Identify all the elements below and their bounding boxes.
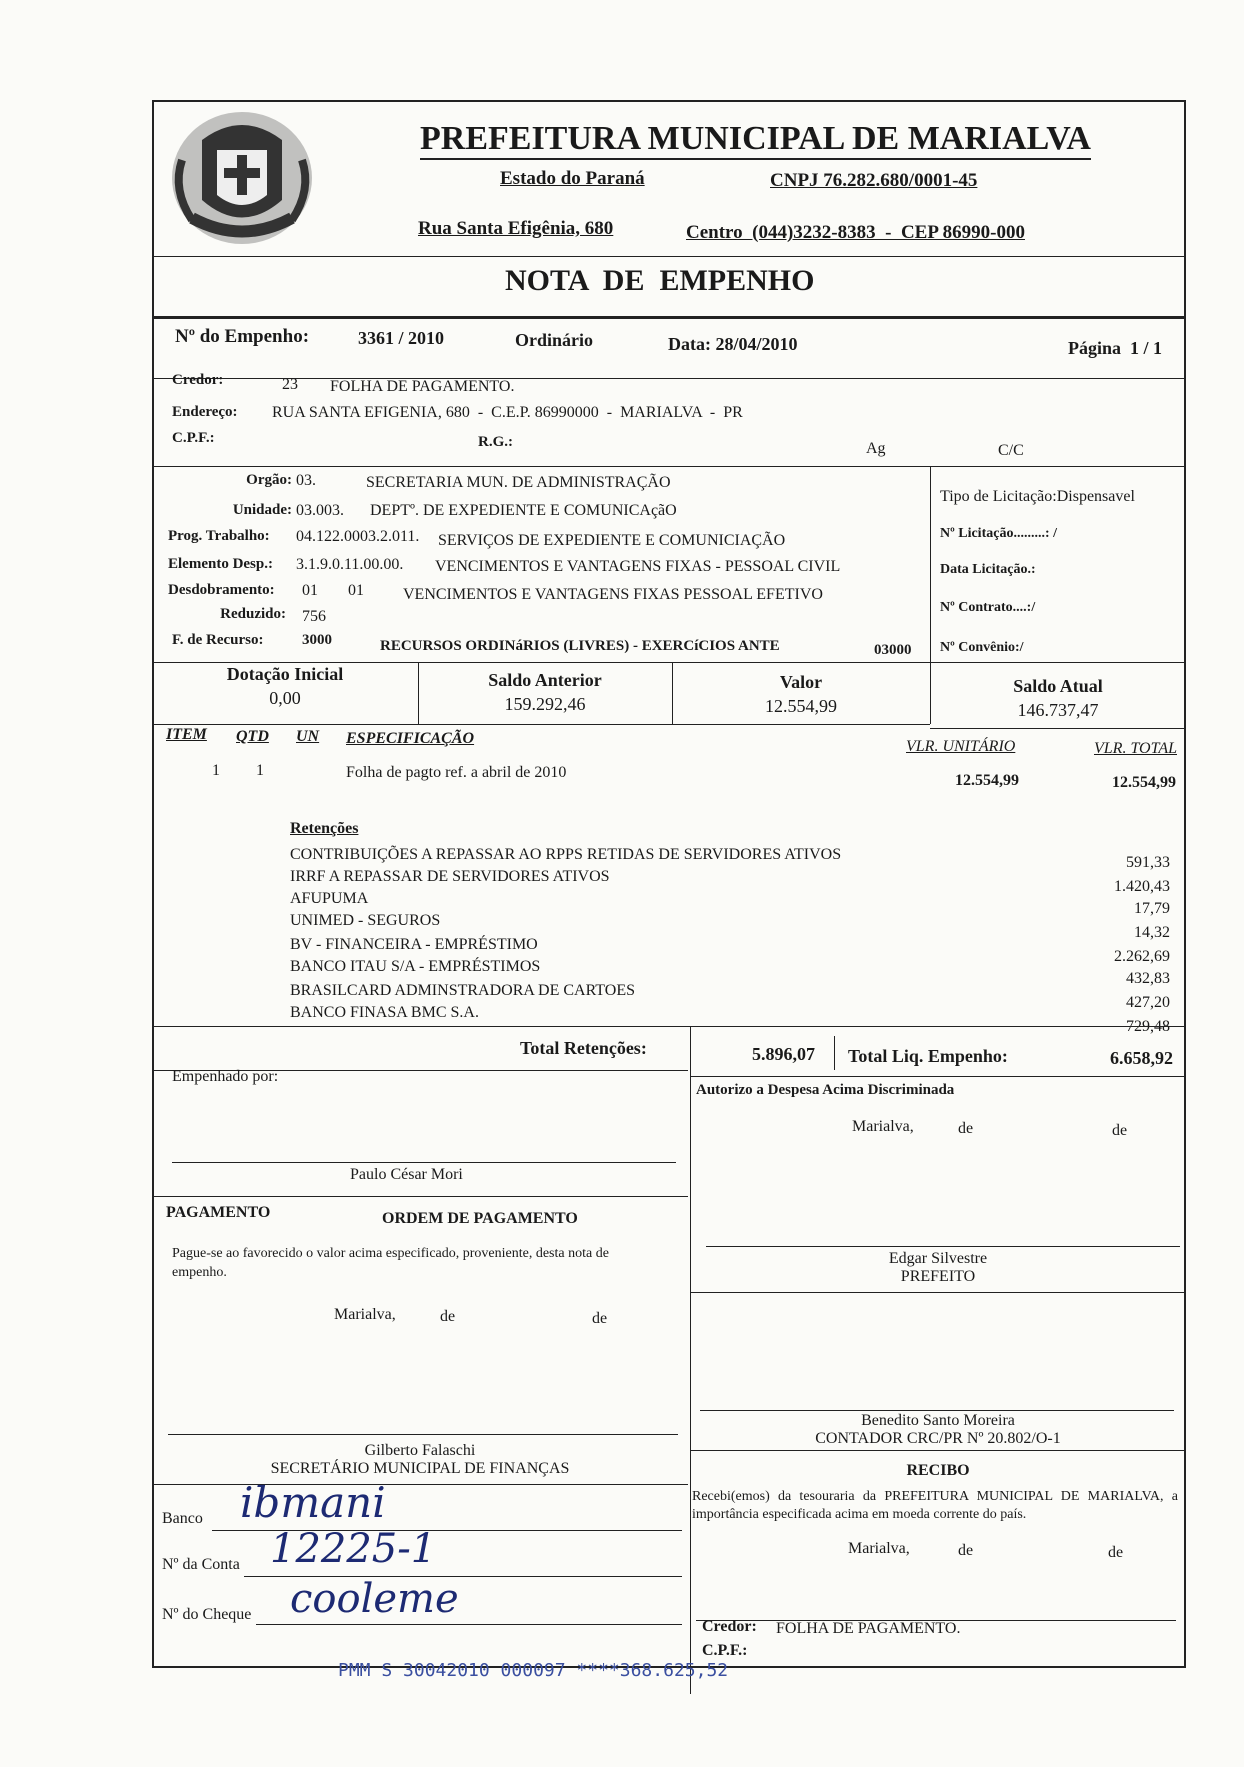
elemento-name: VENCIMENTOS E VANTAGENS FIXAS - PESSOAL CIVIL — [435, 558, 841, 575]
retencao-value: 14,32 — [1134, 924, 1170, 941]
retencao-label: CONTRIBUIÇÕES A REPASSAR AO RPPS RETIDAS DE SERVIDORES ATIVOS — [290, 846, 842, 863]
unidade-code: 03.003. — [296, 502, 344, 519]
divider — [834, 1036, 835, 1070]
conta-handwritten: 12225-1 — [270, 1526, 437, 1572]
prefeitura-title: PREFEITURA MUNICIPAL DE MARIALVA — [420, 120, 1091, 160]
retencao-label: BV - FINANCEIRA - EMPRÉSTIMO — [290, 936, 538, 953]
empenho-date: Data: 28/04/2010 — [668, 334, 798, 354]
prog-code: 04.122.0003.2.011. — [296, 528, 420, 545]
col-vlr-unitario: VLR. UNITÁRIO — [906, 738, 1016, 755]
desdobramento-label: Desdobramento: — [168, 582, 275, 598]
cc-label: C/C — [998, 442, 1024, 459]
recibo-credor-label: Credor: — [702, 1618, 757, 1635]
recurso-name: RECURSOS ORDINáRIOS (LIVRES) - EXERCíCIOS ANTE — [380, 638, 780, 654]
coat-of-arms-seal — [162, 100, 322, 250]
doc-title: NOTA DE EMPENHO — [505, 264, 815, 297]
orgao-code: 03. — [296, 472, 316, 489]
divider — [690, 1076, 1186, 1077]
payment-stamp: PMM S 30042010 000097 ****368.625,52 — [338, 1660, 729, 1681]
prog-name: SERVIÇOS DE EXPEDIENTE E COMUNICIAÇÃO — [438, 532, 786, 549]
cheque-handwritten: cooleme — [290, 1576, 459, 1622]
conta-label: Nº da Conta — [162, 1556, 240, 1573]
cpf-label: C.P.F.: — [172, 430, 215, 446]
divider — [152, 256, 1186, 257]
credor-name: FOLHA DE PAGAMENTO. — [330, 378, 515, 395]
secretario-name: Gilberto Falaschi — [364, 1442, 476, 1459]
retencao-value: 1.420,43 — [1114, 878, 1170, 895]
recibo-city: Marialva, — [848, 1540, 910, 1557]
autorizo-city: Marialva, — [852, 1118, 914, 1135]
district-phone-cep: Centro (044)3232-8383 - CEP 86990-000 — [686, 222, 1025, 243]
signature-line — [172, 1162, 676, 1163]
address-label: Endereço: — [172, 404, 238, 420]
retencao-label: BRASILCARD ADMINSTRADORA DE CARTOES — [290, 982, 636, 999]
recibo-credor-name: FOLHA DE PAGAMENTO. — [776, 1620, 961, 1637]
credor-label: Credor: — [172, 372, 224, 388]
banco-label: Banco — [162, 1510, 203, 1527]
orgao-name: SECRETARIA MUN. DE ADMINISTRAÇÃO — [366, 474, 671, 491]
banco-handwritten: ibmani — [240, 1478, 386, 1527]
retencao-label: AFUPUMA — [290, 890, 369, 907]
numero-convenio: Nº Convênio:/ — [940, 640, 1024, 655]
retencao-value: 432,83 — [1126, 970, 1170, 987]
col-un: UN — [296, 728, 320, 745]
divider — [152, 466, 1186, 467]
saldo-anterior-label: Saldo Anterior — [488, 670, 602, 690]
saldo-atual-label: Saldo Atual — [1013, 676, 1103, 696]
numero-contrato: Nº Contrato....:/ — [940, 600, 1036, 615]
saldo-atual-value: 146.737,47 — [1017, 700, 1099, 720]
pagamento-de2: de — [592, 1310, 608, 1327]
retencao-label: BANCO ITAU S/A - EMPRÉSTIMOS — [290, 958, 541, 975]
numero-licitacao: Nº Licitação.........: / — [940, 526, 1057, 541]
item-total-value: 12.554,99 — [1112, 774, 1176, 791]
retencao-value: 729,48 — [1126, 1018, 1170, 1035]
item-spec: Folha de pagto ref. a abril de 2010 — [346, 764, 567, 781]
empenho-type: Ordinário — [515, 330, 594, 350]
autorizo-de1: de — [958, 1120, 974, 1137]
pagamento-de1: de — [440, 1308, 456, 1325]
credor-address: RUA SANTA EFIGENIA, 680 - C.E.P. 86990000 - MARIALVA - PR — [272, 404, 743, 421]
autorizo-de2: de — [1112, 1122, 1128, 1139]
reduzido-label: Reduzido: — [220, 606, 286, 622]
ordem-pagamento-label: ORDEM DE PAGAMENTO — [382, 1210, 578, 1227]
pagamento-label: PAGAMENTO — [166, 1204, 271, 1221]
retencao-value: 427,20 — [1126, 994, 1170, 1011]
divider — [152, 1196, 688, 1197]
divider — [152, 316, 1186, 319]
recibo-text: Recebi(emos) da tesouraria da PREFEITURA MUNICIPAL DE MARIALVA, a importância especificada acima em moeda corrente do país. — [692, 1489, 1178, 1522]
empenho-number-label: Nº do Empenho: — [175, 326, 310, 347]
credor-code: 23 — [282, 376, 298, 393]
divider — [152, 724, 930, 725]
orgao-label: Orgão: — [246, 472, 292, 488]
recibo-de2: de — [1108, 1544, 1124, 1561]
signature-line — [706, 1246, 1180, 1247]
elemento-label: Elemento Desp.: — [168, 556, 273, 572]
prog-label: Prog. Trabalho: — [168, 528, 270, 544]
dotacao-label: Dotação Inicial — [226, 664, 344, 684]
prefeito-role: PREFEITO — [900, 1268, 976, 1285]
autorizo-label: Autorizo a Despesa Acima Discriminada — [696, 1082, 955, 1098]
recibo-de1: de — [958, 1542, 974, 1559]
cheque-line — [256, 1624, 682, 1625]
tipo-licitacao: Tipo de Licitação:Dispensavel — [940, 488, 1135, 505]
valor-label: Valor — [779, 672, 823, 692]
total-liquido-label: Total Liq. Empenho: — [848, 1046, 1008, 1066]
retencao-value: 591,33 — [1126, 854, 1170, 871]
pagamento-city: Marialva, — [334, 1306, 396, 1323]
divider — [152, 1026, 1186, 1027]
signature-line — [168, 1434, 678, 1435]
rg-label: R.G.: — [478, 434, 513, 450]
retencao-label: UNIMED - SEGUROS — [290, 912, 441, 929]
retencao-value: 17,79 — [1134, 900, 1170, 917]
total-liquido-value: 6.658,92 — [1110, 1048, 1173, 1068]
secretario-role: SECRETÁRIO MUNICIPAL DE FINANÇAS — [270, 1460, 570, 1477]
divider — [690, 1450, 1186, 1451]
reduzido-value: 756 — [302, 608, 326, 625]
divider — [152, 1484, 688, 1485]
col-especificacao: ESPECIFICAÇÃO — [346, 730, 475, 747]
contador-role: CONTADOR CRC/PR Nº 20.802/O-1 — [815, 1430, 1061, 1447]
divider — [152, 662, 1186, 663]
prefeito-name: Edgar Silvestre — [888, 1250, 988, 1267]
divider — [690, 1292, 1186, 1293]
col-item: ITEM — [166, 726, 207, 743]
recibo-title: RECIBO — [906, 1462, 970, 1479]
valor-value: 12.554,99 — [765, 696, 837, 716]
unidade-label: Unidade: — [232, 502, 292, 518]
recurso-code2: 03000 — [874, 642, 912, 658]
saldo-anterior-value: 159.292,46 — [504, 694, 586, 714]
item-number: 1 — [212, 762, 220, 779]
item-unit-value: 12.554,99 — [955, 772, 1019, 789]
col-qtd: QTD — [236, 728, 269, 745]
divider — [152, 378, 1186, 379]
street-label: Rua Santa Efigênia, 680 — [418, 218, 614, 239]
page-number: Página 1 / 1 — [1068, 338, 1163, 358]
signature-line — [700, 1410, 1174, 1411]
ag-label: Ag — [866, 440, 886, 457]
cnpj-label: CNPJ 76.282.680/0001-45 — [770, 170, 978, 191]
data-licitacao: Data Licitação.: — [940, 562, 1036, 577]
recurso-label: F. de Recurso: — [172, 632, 264, 648]
empenhado-por-name: Paulo César Mori — [350, 1166, 463, 1183]
empenho-number: 3361 / 2010 — [358, 328, 445, 348]
retencao-label: IRRF A REPASSAR DE SERVIDORES ATIVOS — [290, 868, 610, 885]
divider — [930, 728, 1186, 729]
contador-name: Benedito Santo Moreira — [861, 1412, 1015, 1429]
retencoes-title: Retenções — [290, 820, 359, 837]
total-retencoes-value: 5.896,07 — [752, 1044, 815, 1064]
desdobramento-name: VENCIMENTOS E VANTAGENS FIXAS PESSOAL EFETIVO — [403, 586, 823, 603]
item-qtd: 1 — [256, 762, 264, 779]
desdobramento-code2: 01 — [348, 582, 364, 599]
recibo-cpf-label: C.P.F.: — [702, 1642, 748, 1659]
pague-se-text: Pague-se ao favorecido o valor acima especificado, proveniente, desta nota de empenho. — [172, 1246, 609, 1280]
state-label: Estado do Paraná — [500, 168, 645, 189]
cheque-label: Nº do Cheque — [162, 1606, 252, 1623]
unidade-name: DEPTº. DE EXPEDIENTE E COMUNICAçãO — [370, 502, 677, 519]
retencao-label: BANCO FINASA BMC S.A. — [290, 1004, 479, 1021]
recurso-code: 3000 — [302, 632, 332, 648]
elemento-code: 3.1.9.0.11.00.00. — [296, 556, 404, 573]
retencao-value: 2.262,69 — [1114, 948, 1170, 965]
dotacao-value: 0,00 — [269, 688, 301, 708]
col-vlr-total: VLR. TOTAL — [1094, 740, 1177, 757]
divider — [690, 1026, 691, 1694]
desdobramento-code1: 01 — [302, 582, 318, 599]
total-retencoes-label: Total Retenções: — [520, 1038, 647, 1058]
empenhado-por-label: Empenhado por: — [172, 1068, 279, 1085]
